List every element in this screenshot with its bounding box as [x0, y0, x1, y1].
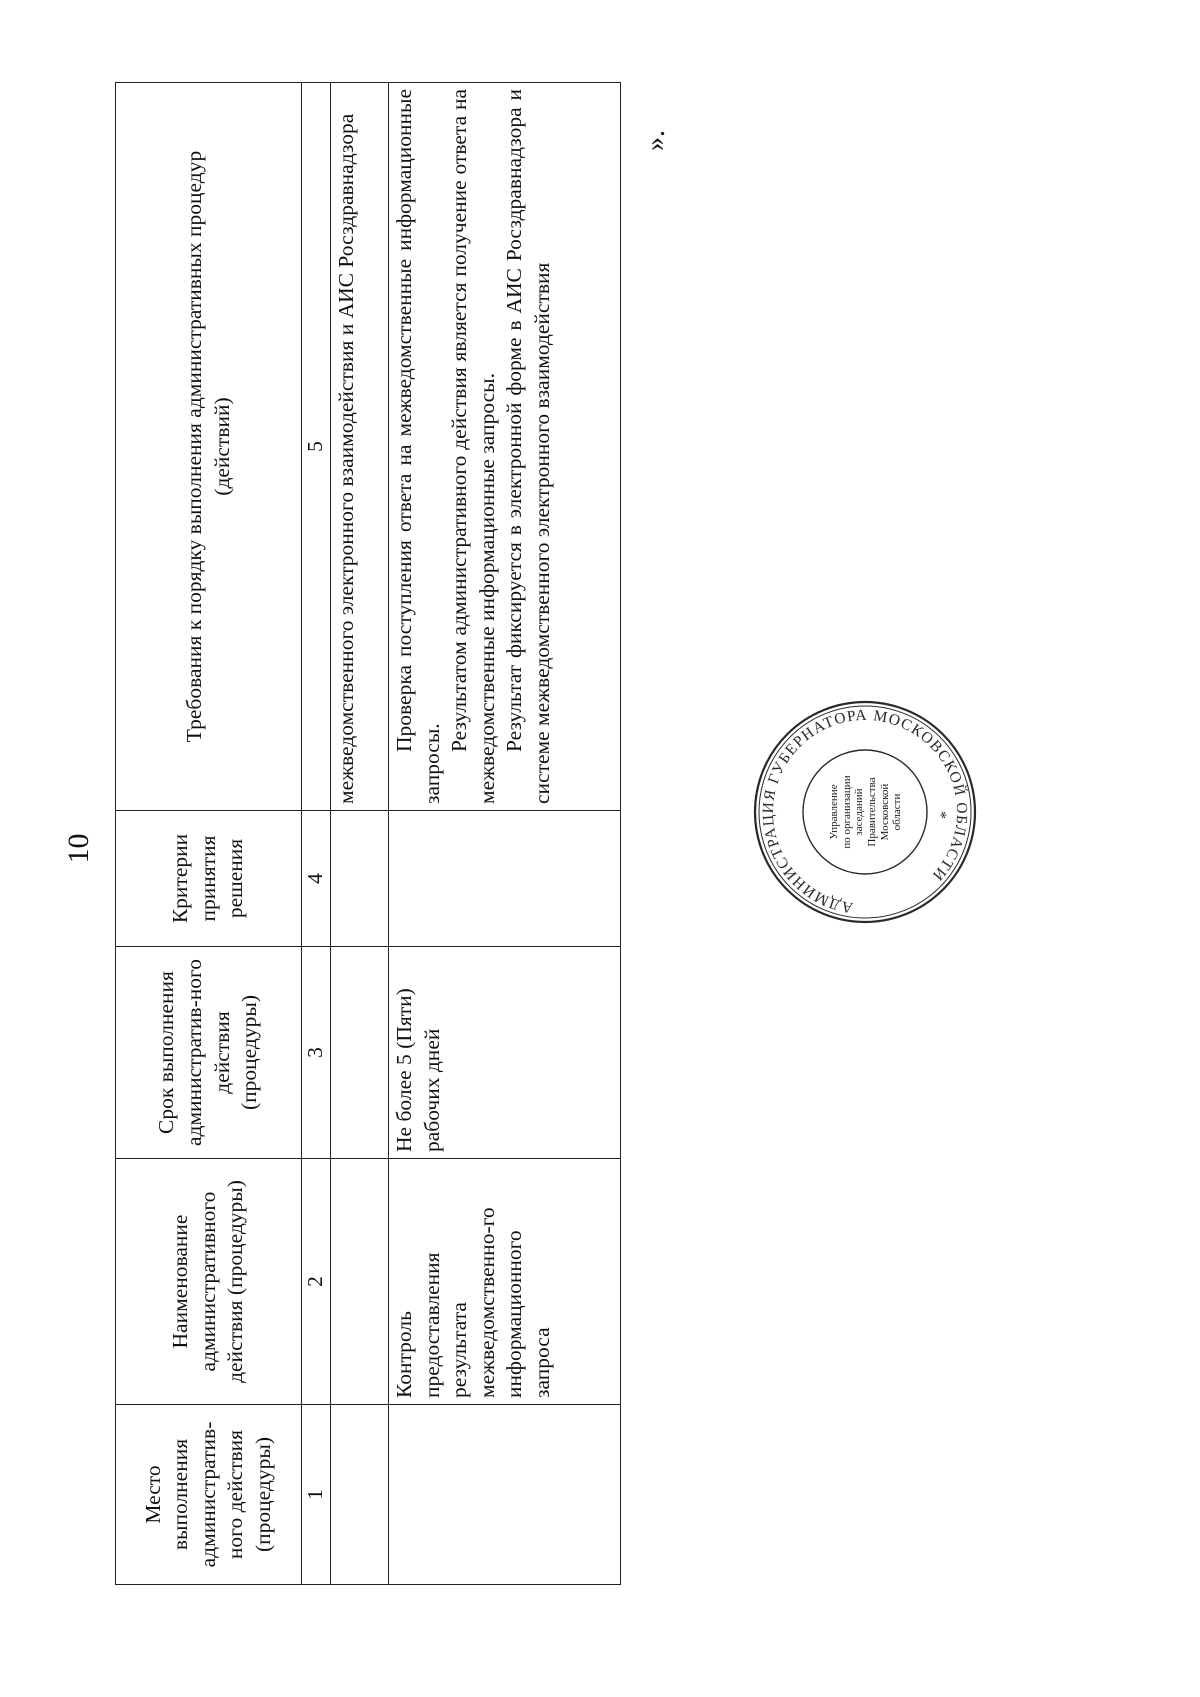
column-number-row [302, 83, 331, 1585]
cell-r2-c4 [389, 811, 621, 947]
page-number: 10 [62, 833, 95, 864]
cell-r1-c5: межведомственного электронного взаимодействия и АИС Росздравнадзора [331, 83, 389, 811]
stamp-line: по организации [840, 775, 853, 849]
table-row [331, 83, 389, 1585]
cell-r2-c2: Контроль предоставления результата межведомственно-го информационного запроса [389, 1159, 621, 1405]
col-number-3: 3 [302, 947, 331, 1159]
procedure-table [115, 82, 621, 1585]
header-place: Место выполнения административ-ного действия (процедуры) [116, 1405, 302, 1585]
stamp-inner-text [810, 755, 922, 869]
cell-r2-c3: Не более 5 (Пяти) рабочих дней [389, 947, 621, 1159]
col-number-2: 2 [302, 1159, 331, 1405]
stamp-line: Управление [828, 784, 841, 840]
stamp-line: Правительства [866, 777, 878, 847]
official-stamp [750, 697, 980, 927]
col-number-1: 1 [302, 1405, 331, 1585]
cell-r1-c4 [331, 811, 389, 947]
stamp-line: области [891, 793, 904, 831]
table-row [389, 83, 621, 1585]
closing-quote-mark: ». [640, 130, 671, 151]
cell-r1-c1 [331, 1405, 389, 1585]
header-action-name: Наименование административного действия (процедуры) [116, 1159, 302, 1405]
col-number-5: 5 [302, 83, 331, 811]
requirement-paragraph-1: Проверка поступления ответа на межведомственные информационные запросы. [392, 89, 444, 804]
requirement-paragraph-3: Результат фиксируется в электронной форме в АИС Росздравнадзора и системе межведомственного электронного взаимодействия [502, 89, 554, 804]
header-requirements: Требования к порядку выполнения административных процедур (действий) [116, 83, 302, 811]
col-number-4: 4 [302, 811, 331, 947]
stamp-star: * [938, 811, 955, 819]
cell-r2-c5 [389, 83, 621, 811]
cell-r1-c3 [331, 947, 389, 1159]
header-criteria: Критерии принятия решения [116, 811, 302, 947]
stamp-line: Московской [878, 783, 891, 841]
header-deadline: Срок выполнения административ-ного действия (процедуры) [116, 947, 302, 1159]
cell-r1-c2 [331, 1159, 389, 1405]
requirement-paragraph-2: Результатом административного действия является получение ответа на межведомственные информационные запросы. [447, 89, 499, 804]
stamp-line: заседаний [853, 788, 866, 836]
cell-r2-c1 [389, 1405, 621, 1585]
header-row [116, 83, 302, 1585]
stamp-outer-text: АДМИНИСТРАЦИЯ ГУБЕРНАТОРА МОСКОВСКОЙ ОБЛАСТИ [759, 706, 971, 917]
